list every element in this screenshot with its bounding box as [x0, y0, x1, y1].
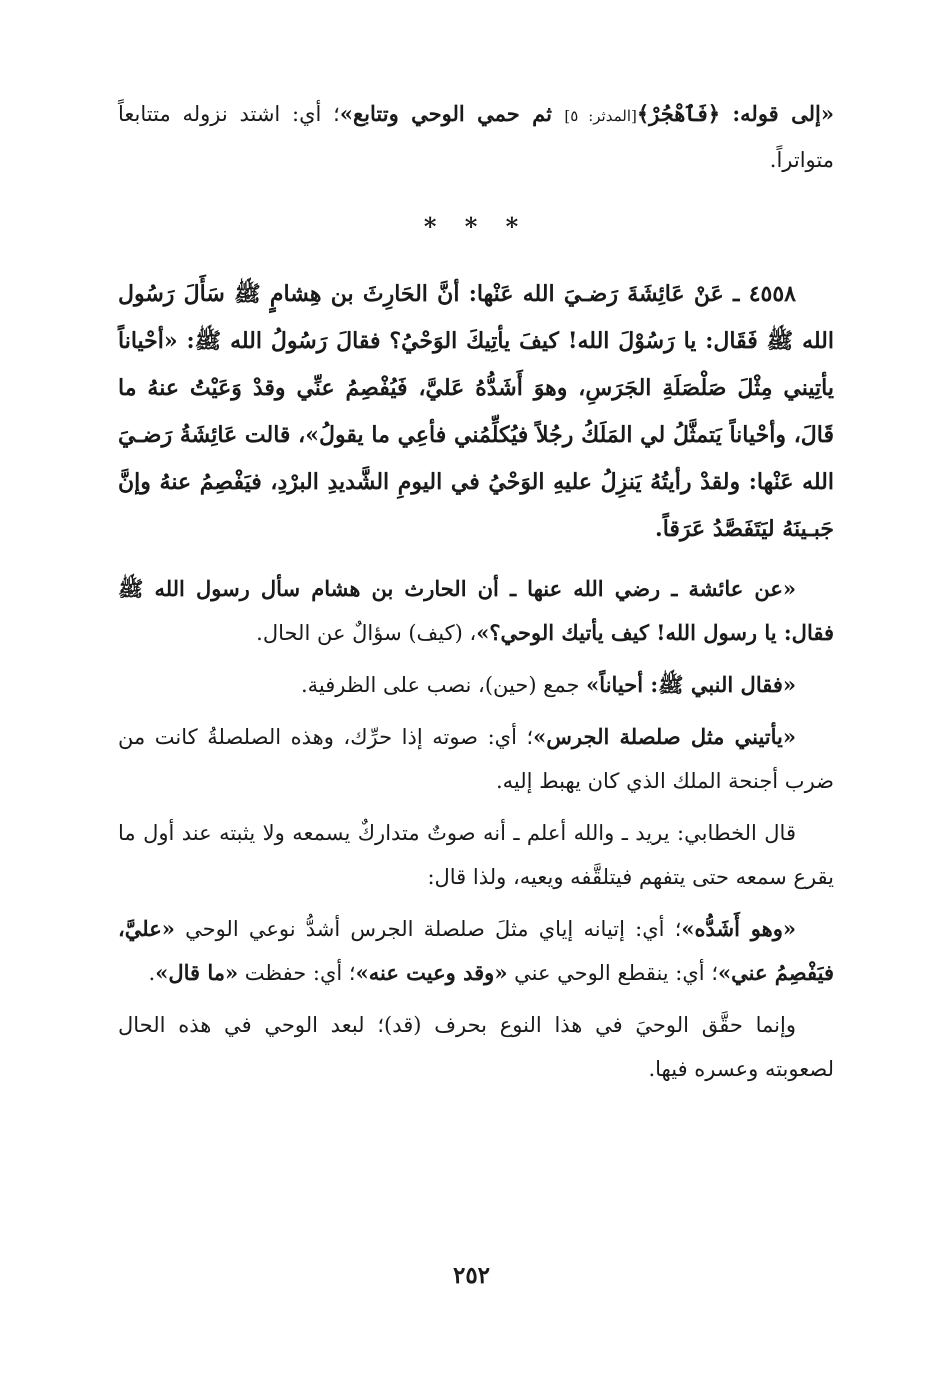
severity-paragraph [118, 907, 834, 995]
commentary-paragraph-3 [118, 715, 834, 803]
intro-quote-rest: ثم حمي الوحي وتتابع» [339, 101, 565, 126]
severity-text-4: . [148, 961, 156, 985]
hadith-text: ٤٥٥٨ ـ عَنْ عَائِشَةَ رَضـيَ الله عَنْها: أنَّ الحَارِثَ بن هِشامٍ ﷺ سَأَلَ رَسُول الله ﷺ فَقَال: يا رَسُوْلَ الله! كيفَ يأتِيكَ الوَحْيُ؟ فقالَ رَسُولُ الله ﷺ: «أحْياناً يأتِيني مِثْلَ صَلْصَلَةِ الجَرَسِ، وهوَ أَشَدُّهُ عَليَّ، فَيُفْصِمُ عنِّي وقدْ وَعَيْتُ عنهُ ما قَالَ، وأحْياناً يَتمثَّلُ لي المَلَكُ رجُلاً فيُكلِّمُني فأعِي ما يقولُ»، قالت عَائِشَةُ رَضـيَ الله عَنْها: ولقدْ رأيتُهُ يَنزِلُ عليهِ الوَحْيُ في اليومِ الشَّديدِ البرْدِ، فيَفْصِمُ عنهُ وإنَّ جَبـينَهُ ليَتَفَصَّدُ عَرَقاً. [118, 281, 835, 542]
commentary-quote: «فقال النبي ﷺ: أحياناً» [586, 672, 796, 697]
severity-quote-2: «عليَّ، فيَفْصِمُ عني» [118, 916, 834, 985]
severity-quote-1: «وهو أَشَدُّه» [681, 916, 796, 941]
severity-quote-3: «وقد وعيت عنه» [355, 960, 508, 985]
final-paragraph: وإنما حقَّق الوحيَ في هذا النوع بحرف (قد)؛ لبعد الوحي في هذه الحال لصعوبته وعسره فيها. [118, 1013, 834, 1081]
severity-text-1: ؛ أي: إتيانه إياي مثلَ صلصلة الجرس أشدُّ نوعي الوحي [174, 917, 682, 941]
commentary-paragraph-4 [118, 811, 834, 899]
intro-paragraph [118, 92, 834, 182]
severity-quote-4: «ما قال» [155, 960, 239, 985]
quran-quote: «إلى قوله: ﴿فَٱهْجُرْ﴾ [636, 101, 834, 126]
intro-explanation: ؛ أي: اشتد نزوله متتابعاً متواتراً. [118, 102, 834, 172]
commentary-quote: «يأتيني مثل صلصلة الجرس» [533, 724, 796, 749]
section-separator: * * * [423, 212, 529, 241]
page-number: ٢٥٢ [452, 1262, 491, 1289]
severity-text-2: ؛ أي: ينقطع الوحي عني [507, 961, 718, 985]
commentary-explanation: قال الخطابي: يريد ـ والله أعلم ـ أنه صوتٌ متداركٌ يسمعه ولا يثبته عند أول ما يقرع سمعه حتى يتفهم فيتلقَّفه ويعيه، ولذا قال: [118, 821, 834, 889]
page-body [118, 92, 834, 1099]
commentary-explanation: ؛ أي: صوته إذا حرِّك، وهذه الصلصلةُ كانت من ضرب أجنحة الملك الذي كان يهبط إليه. [118, 725, 834, 793]
commentary-explanation: جمع (حين)، نصب على الظرفية. [301, 673, 587, 697]
commentary-paragraph-2 [118, 663, 834, 707]
commentary-quote: «عن عائشة ـ رضي الله عنها ـ أن الحارث بن هشام سأل رسول الله ﷺ فقال: يا رسول الله! كيف يأتيك الوحي؟» [118, 576, 834, 645]
commentary-explanation: ، (كيف) سؤالٌ عن الحال. [256, 621, 477, 645]
surah-citation: [المدثر: ٥] [564, 107, 637, 125]
severity-text-3: ؛ أي: حفظت [238, 961, 356, 985]
commentary-paragraph-1 [118, 567, 834, 655]
